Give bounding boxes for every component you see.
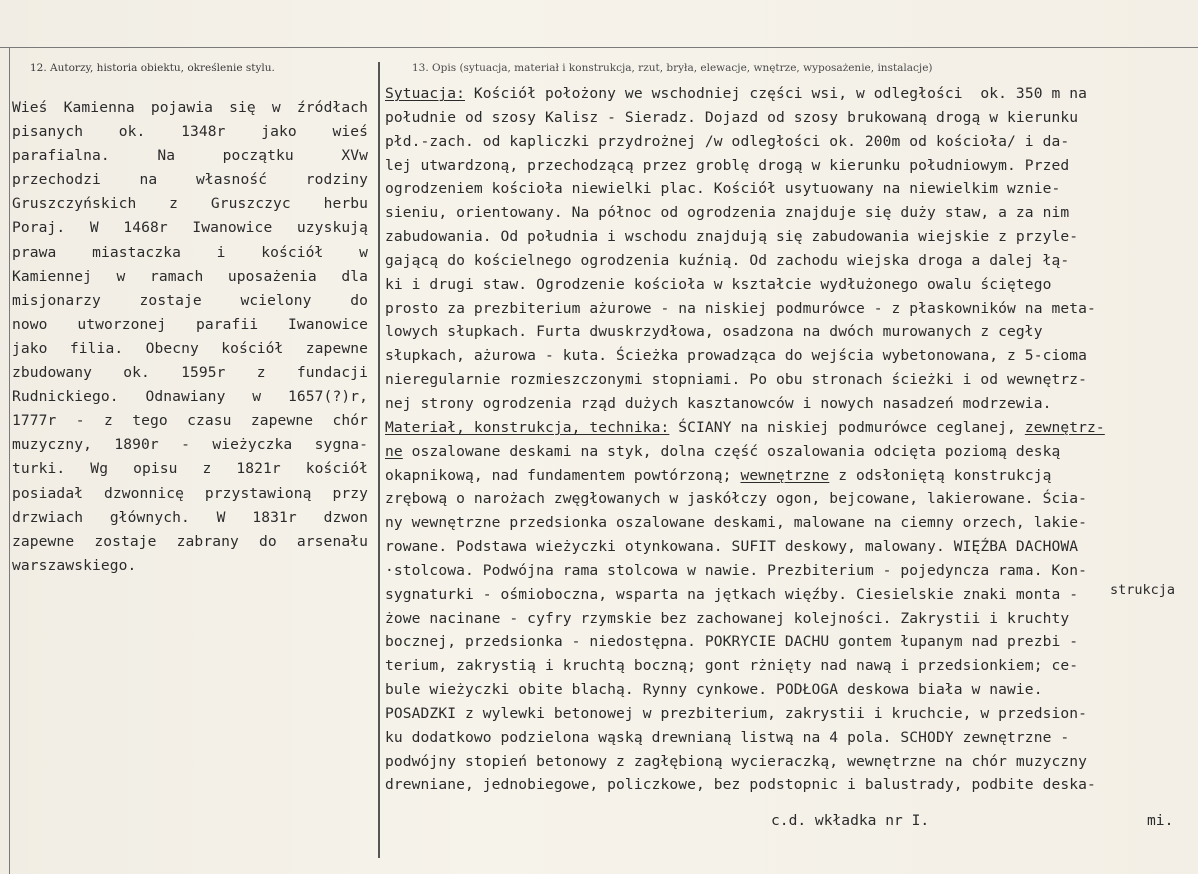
- material-paragraph: [385, 487, 1191, 797]
- history-line: turki. Wg opisu z 1821r kościół: [12, 460, 368, 478]
- history-line: posiadał dzwonnicę przystawioną przy: [12, 484, 368, 502]
- history-line: 1777r - z tego czasu zapewne chór: [12, 412, 368, 430]
- history-line: Wieś Kamienna pojawia się w źródłach: [12, 99, 368, 116]
- history-line: Poraj. W 1468r Iwanowice uzyskują: [12, 219, 368, 237]
- description-line: płd.-zach. od kapliczki przydrożnej /w odległości ok. 200m od kościoła/ i da-: [385, 132, 1070, 150]
- material-first-line: ŚCIANY na niskiej podmurówce ceglanej,: [669, 418, 1025, 436]
- continuation-note: c.d. wkładka nr I.: [771, 812, 930, 829]
- history-line: warszawskiego.: [12, 556, 137, 574]
- situation-label: Sytuacja:: [385, 85, 465, 102]
- history-line: zapewne zostaje zabrany do arsenału: [12, 532, 368, 550]
- material-third-line-a: okapnikową, nad fundamentem powtórzoną;: [385, 466, 741, 484]
- description-line: ny wewnętrzne przedsionka oszalowane deskami, malowane na ciemny orzech, lakie-: [385, 514, 1088, 532]
- history-line: nowo utworzonej parafii Iwanowice: [12, 315, 368, 333]
- description-line: zabudowania. Od południa i wschodu znajdują się zabudowania wiejskie z przyle-: [385, 228, 1079, 246]
- history-line: misjonarzy zostaje wcielony do: [12, 291, 368, 309]
- history-line: przechodzi na własność rodziny: [12, 171, 368, 189]
- history-line: drzwiach głównych. W 1831r dzwon: [12, 508, 368, 526]
- history-text-block: [12, 96, 368, 578]
- history-line: pisanych ok. 1348r jako wieś: [12, 123, 368, 141]
- description-line: podwójny stopień betonowy z zagłębioną wycieraczką, wewnętrzne na chór muzyczny: [385, 752, 1088, 770]
- description-line: [385, 82, 1191, 106]
- description-line: rowane. Podstawa wieżyczki otynkowana. SUFIT deskowy, malowany. WIĘŹBA DACHOWA: [385, 538, 1079, 556]
- description-line: nej strony ogrodzenia rząd dużych kasztanowców i nowych nasadzeń modrzewia.: [385, 394, 1052, 412]
- description-line: [385, 416, 1191, 440]
- material-second-line: oszalowane deskami na styk, dolna część oszalowania odcięta poziomą deską: [402, 442, 1061, 460]
- description-line: [385, 464, 1191, 488]
- description-line: południe od szosy Kalisz - Sieradz. Dojazd od szosy brukowaną drogą w kierunku: [385, 108, 1079, 126]
- history-line: parafialna. Na początku XVw: [12, 147, 368, 165]
- description-line: POSADZKI z wylewki betonowej w prezbiterium, zakrystii i kruchcie, w przedsion-: [385, 704, 1088, 722]
- situation-paragraph: [385, 106, 1191, 416]
- description-line: nieregularnie rozmieszczonymi stopniami. Po obu stronach ścieżki i od wewnętrz-: [385, 371, 1088, 389]
- description-line: lowych słupkach. Furta dwuskrzydłowa, osadzona na dwóch murowanych z cegły: [385, 323, 1043, 341]
- description-line: sieniu, orientowany. Na północ od ogrodzenia znajduje się duży staw, a za nim: [385, 204, 1070, 222]
- description-line: ogrodzeniem kościoła niewielki plac. Kościół usytuowany na niewielkim wznie-: [385, 180, 1061, 198]
- exterior-word-end: ne: [385, 442, 403, 460]
- history-line: zbudowany ok. 1595r z fundacji: [12, 364, 368, 382]
- situation-first-line: Kościół położony we wschodniej części wsi, w odległości ok. 350 m na: [464, 85, 1088, 102]
- description-line: [385, 440, 1191, 464]
- interior-word: wewnętrzne: [740, 466, 830, 484]
- description-line: drewniane, jednobiegowe, policzkowe, bez podstopnic i balustrady, podbite deska-: [385, 776, 1096, 794]
- column-divider: [378, 62, 380, 858]
- description-line: gającą do kościelnego ogrodzenia kuźnią. Od zachodu wiejska droga a dalej łą-: [385, 251, 1070, 269]
- description-line: sygnaturki - ośmioboczna, wsparta na jętkach więźby. Ciesielskie znaki monta -: [385, 585, 1079, 603]
- description-line: lej utwardzoną, przechodzącą przez groblę drogą w kierunku południowym. Przed: [385, 156, 1070, 174]
- description-line: zrębową o narożach zwęgłowanych w jaskółczy ogon, bejcowane, lakierowane. Ścia-: [385, 490, 1088, 508]
- history-line: prawa miastaczka i kościół w: [12, 243, 368, 261]
- description-line: terium, zakrystią i kruchtą boczną; gont rżnięty nad nawą i przedsionkiem; ce-: [385, 657, 1079, 675]
- description-line: żowe nacinane - cyfry rzymskie bez zachowanej kolejności. Zakrystii i kruchty: [385, 609, 1070, 627]
- frame-left-line: [9, 47, 10, 874]
- description-line: słupkach, ażurowa - kuta. Ścieżka prowadząca do wejścia wybetonowana, z 5-cioma: [385, 347, 1088, 365]
- description-line: ·stolcowa. Podwójna rama stolcowa w nawie. Prezbiterium - pojedyncza rama. Kon-: [385, 561, 1088, 579]
- history-line: Rudnickiego. Odnawiany w 1657(?)r,: [12, 388, 368, 406]
- material-third-line-b: z odsłoniętą konstrukcją: [829, 466, 1052, 484]
- bleed-through-text: [20, 740, 360, 830]
- description-line: ku dodatkowo podzielona wąską drewnianą listwą na 4 pola. SCHODY zewnętrzne -: [385, 728, 1070, 746]
- handwritten-correction: strukcja: [1110, 582, 1176, 598]
- section-12-heading: 12. Autorzy, historia obiektu, określenie stylu.: [30, 62, 275, 74]
- history-line: muzyczny, 1890r - wieżyczka sygna-: [12, 436, 368, 454]
- exterior-word: zewnętrz-: [1024, 418, 1105, 436]
- frame-top-line: [0, 47, 1198, 48]
- description-line: prosto za prezbiterium ażurowe - na niskiej podmurówce - z płaskowników na meta-: [385, 299, 1096, 317]
- description-line: ki i drugi staw. Ogrodzenie kościoła w kształcie wydłużonego owalu ściętego: [385, 275, 1052, 293]
- description-text-block: [385, 82, 1191, 797]
- history-line: Kamiennej w ramach uposażenia dla: [12, 267, 368, 285]
- description-line: bocznej, przedsionka - niedostępna. POKRYCIE DACHU gontem łupanym nad prezbi -: [385, 633, 1079, 651]
- description-line: bule wieżyczki obite blachą. Rynny cynkowe. PODŁOGA deskowa biała w nawie.: [385, 681, 1043, 699]
- history-line: Gruszczyńskich z Gruszczyc herbu: [12, 195, 368, 213]
- word-ending: mi.: [1147, 812, 1174, 829]
- history-line: jako filia. Obecny kościół zapewne: [12, 339, 368, 357]
- material-label: Materiał, konstrukcja, technika:: [385, 418, 670, 436]
- section-13-heading: 13. Opis (sytuacja, materiał i konstrukcja, rzut, bryła, elewacje, wnętrze, wyposażenie, instalacje): [412, 62, 933, 74]
